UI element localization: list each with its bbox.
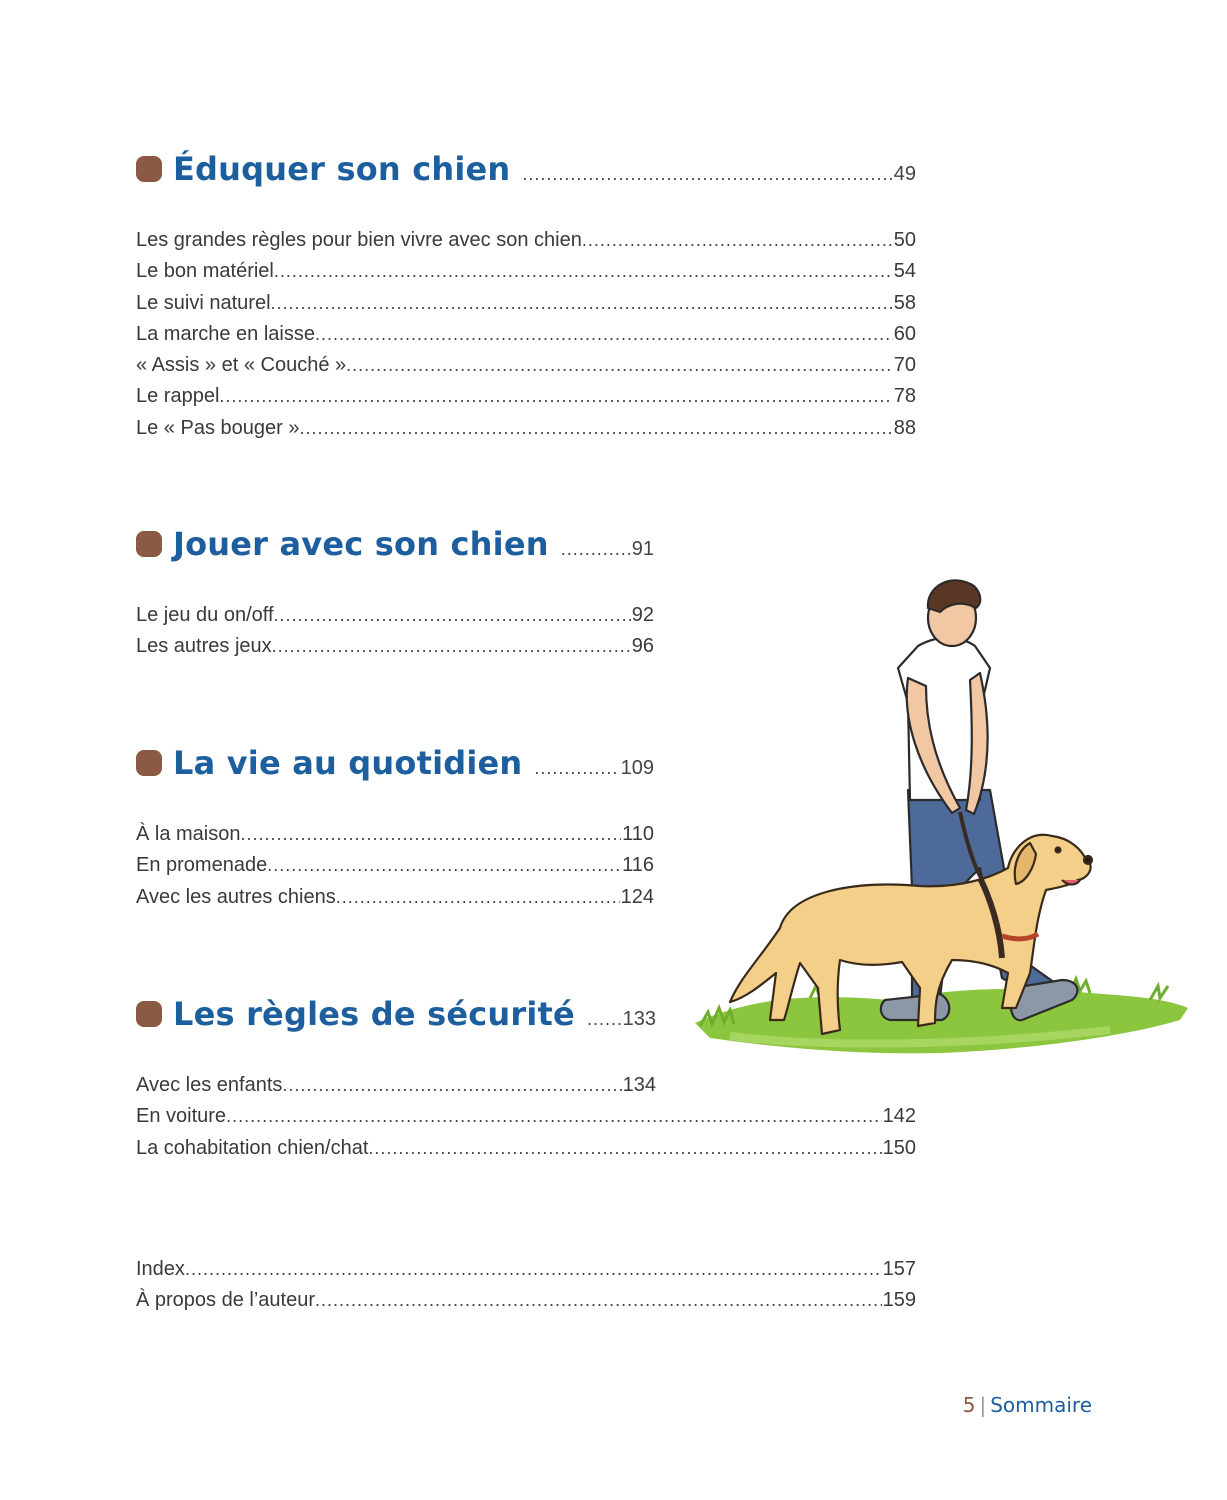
page-footer xyxy=(963,1393,1092,1417)
dot-leader xyxy=(226,1106,882,1127)
toc-entry-label: Les autres jeux xyxy=(136,635,272,658)
section-page-number: 49 xyxy=(893,163,916,185)
toc-entry-label: En promenade xyxy=(136,854,268,877)
dot-leader xyxy=(522,164,891,185)
toc-entry-page: 110 xyxy=(622,823,654,845)
toc-entry[interactable] xyxy=(136,1137,916,1168)
toc-entry-label: Les grandes règles pour bien vivre avec son chien xyxy=(136,229,582,251)
toc-entry-label: En voiture xyxy=(136,1105,227,1128)
dot-leader xyxy=(582,230,893,251)
toc-entry-page: 60 xyxy=(893,322,916,345)
toc-entry-label: Le suivi naturel xyxy=(136,291,271,314)
dot-leader xyxy=(274,261,893,282)
toc-section-securite xyxy=(136,995,916,1168)
dot-leader xyxy=(315,1290,882,1311)
toc-entry-label: La marche en laisse xyxy=(136,322,315,345)
dot-leader xyxy=(561,539,630,560)
toc-entry-page: 124 xyxy=(620,885,654,908)
footer-separator: | xyxy=(979,1393,987,1417)
toc-entry[interactable] xyxy=(136,886,654,917)
toc-entry-about-author[interactable] xyxy=(136,1289,916,1320)
section-page-number: 91 xyxy=(631,538,654,560)
toc-entry-label: Index xyxy=(136,1258,185,1280)
toc-entry[interactable] xyxy=(136,229,916,260)
toc-section-jouer xyxy=(136,525,654,667)
dot-leader xyxy=(274,605,631,626)
dot-leader xyxy=(368,1138,881,1159)
section-bullet-icon xyxy=(136,156,162,182)
section-title: Éduquer son chien xyxy=(173,150,511,188)
toc-entry[interactable] xyxy=(136,323,916,354)
toc-entry[interactable] xyxy=(136,635,654,666)
toc-entry[interactable] xyxy=(136,1105,916,1136)
toc-entry-label: Avec les autres chiens xyxy=(136,885,336,908)
toc-entry-page: 159 xyxy=(882,1289,916,1312)
section-bullet-icon xyxy=(136,1001,162,1027)
toc-entry[interactable] xyxy=(136,823,654,854)
toc-entry[interactable] xyxy=(136,292,916,323)
toc-entry-page: 92 xyxy=(631,604,654,626)
toc-section-eduquer xyxy=(136,150,916,448)
toc-entry-label: Le rappel xyxy=(136,385,220,408)
toc-entry-label: Le « Pas bouger » xyxy=(136,416,300,439)
toc-entry-page: 78 xyxy=(893,385,916,408)
toc-entry-page: 88 xyxy=(893,416,916,439)
toc-entry[interactable] xyxy=(136,854,654,885)
dot-leader xyxy=(346,355,893,376)
toc-entry[interactable] xyxy=(136,1074,656,1105)
toc-entry-page: 142 xyxy=(882,1105,916,1128)
toc-entry-label: À propos de l’auteur xyxy=(136,1289,316,1312)
toc-entry-page: 50 xyxy=(893,229,916,251)
toc-entry-page: 70 xyxy=(893,354,916,377)
section-heading[interactable] xyxy=(136,995,656,1053)
toc-entry[interactable] xyxy=(136,385,916,416)
dot-leader xyxy=(587,1009,621,1030)
dot-leader xyxy=(336,887,620,908)
page-number: 5 xyxy=(962,1393,976,1417)
dot-leader xyxy=(241,824,622,845)
dot-leader xyxy=(315,324,893,345)
toc-appendix xyxy=(136,1258,916,1321)
toc-entry-page: 134 xyxy=(622,1074,656,1096)
dot-leader xyxy=(267,855,621,876)
section-bullet-icon xyxy=(136,531,162,557)
man-walking-dog-illustration-icon xyxy=(690,568,1190,1073)
toc-entry-label: La cohabitation chien/chat xyxy=(136,1136,369,1159)
toc-entry-page: 116 xyxy=(622,854,654,877)
section-heading[interactable] xyxy=(136,525,654,583)
dot-leader xyxy=(185,1259,882,1280)
section-page-number: 109 xyxy=(620,757,654,779)
dot-leader xyxy=(534,758,618,779)
toc-entry-page: 96 xyxy=(631,635,654,658)
section-title: Jouer avec son chien xyxy=(173,525,549,563)
toc-entry-label: Le bon matériel xyxy=(136,260,274,283)
section-page-number: 133 xyxy=(622,1008,656,1030)
toc-entry-label: Avec les enfants xyxy=(136,1074,283,1096)
toc-entry[interactable] xyxy=(136,260,916,291)
toc-entry[interactable] xyxy=(136,417,916,448)
section-title: Les règles de sécurité xyxy=(173,995,575,1033)
toc-entry-label: À la maison xyxy=(136,823,241,845)
section-title: La vie au quotidien xyxy=(173,744,523,782)
toc-entry-page: 54 xyxy=(893,260,916,283)
section-bullet-icon xyxy=(136,750,162,776)
dot-leader xyxy=(299,418,892,439)
toc-entry[interactable] xyxy=(136,354,916,385)
dot-leader xyxy=(271,293,893,314)
toc-entry-page: 157 xyxy=(882,1258,916,1280)
toc-entry-index[interactable] xyxy=(136,1258,916,1289)
dot-leader xyxy=(282,1075,621,1096)
toc-entry[interactable] xyxy=(136,604,654,635)
section-heading[interactable] xyxy=(136,744,654,802)
footer-section-name: Sommaire xyxy=(990,1393,1092,1417)
toc-entry-label: « Assis » et « Couché » xyxy=(136,354,347,377)
section-heading[interactable] xyxy=(136,150,916,208)
dot-leader xyxy=(272,636,631,657)
toc-entry-page: 150 xyxy=(882,1136,916,1159)
toc-entry-label: Le jeu du on/off xyxy=(136,604,274,626)
toc-section-vie-quotidien xyxy=(136,744,654,917)
dot-leader xyxy=(219,386,892,407)
toc-entry-page: 58 xyxy=(893,291,916,314)
